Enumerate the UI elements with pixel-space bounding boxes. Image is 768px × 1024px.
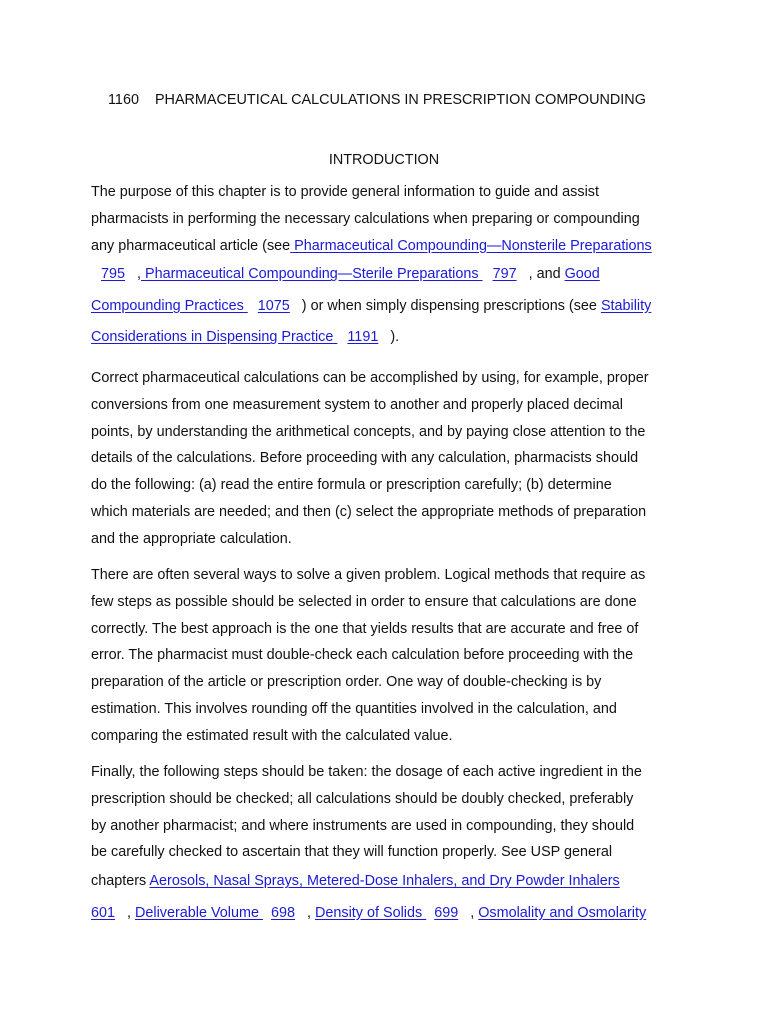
link-sterile-preparations[interactable]: Pharmaceutical Compounding—Sterile Preparations <box>141 266 483 283</box>
text-line: and the appropriate calculation. <box>91 530 292 547</box>
text-line: points, by understanding the arithmetical concepts, and by paying close attention to the <box>91 423 646 440</box>
text-span: , <box>133 266 142 283</box>
text-line: error. The pharmacist must double-check each calculation before proceeding with the <box>91 647 634 664</box>
text-line: correctly. The best approach is the one that yields results that are accurate and free of <box>91 620 639 637</box>
link-chapter-698[interactable]: 698 <box>271 904 296 921</box>
link-chapter-797[interactable]: 797 <box>492 266 517 283</box>
link-osmolality-osmolarity[interactable]: Osmolality and Osmolarity <box>478 904 647 921</box>
text-line: which materials are needed; and then (c) select the appropriate methods of preparation <box>91 503 647 520</box>
text-line <box>91 866 691 898</box>
text-line <box>91 898 691 930</box>
link-nonsterile-preparations[interactable]: Pharmaceutical Compounding—Nonsterile Preparations <box>290 237 652 254</box>
text-line: do the following: (a) read the entire formula or prescription carefully; (b) determine <box>91 477 612 494</box>
text-span: ) or when simply dispensing prescriptions (see <box>297 297 597 314</box>
link-deliverable-volume[interactable]: Deliverable Volume <box>135 904 263 921</box>
link-chapter-699[interactable]: 699 <box>434 904 459 921</box>
link-aerosols-inhalers[interactable]: Aerosols, Nasal Sprays, Metered-Dose Inhalers, and Dry Powder Inhalers <box>149 873 620 890</box>
text-line <box>91 291 691 323</box>
text-line: few steps as possible should be selected in order to ensure that calculations are done <box>91 593 637 610</box>
text-span: , <box>466 904 475 921</box>
text-span: chapters <box>91 873 147 890</box>
link-good-compounding-practices[interactable]: Good <box>564 266 600 283</box>
paragraph-several-ways <box>91 562 691 750</box>
chapter-title: PHARMACEUTICAL CALCULATIONS IN PRESCRIPTION COMPOUNDING <box>154 92 646 108</box>
text-line: conversions from one measurement system to another and properly placed decimal <box>91 396 623 413</box>
link-chapter-795[interactable]: 795 <box>101 266 126 283</box>
link-density-of-solids[interactable]: Density of Solids <box>315 904 427 921</box>
text-line: pharmacists in performing the necessary calculations when preparing or compounding <box>91 210 640 227</box>
text-line <box>91 233 691 260</box>
text-line: details of the calculations. Before proceeding with any calculation, pharmacists should <box>91 450 639 467</box>
text-line: The purpose of this chapter is to provide general information to guide and assist <box>91 184 599 200</box>
chapter-title-line <box>108 92 646 108</box>
text-line: There are often several ways to solve a given problem. Logical methods that require as <box>91 567 646 583</box>
text-line: comparing the estimated result with the calculated value. <box>91 727 453 744</box>
text-span: , and <box>524 266 561 283</box>
text-line <box>91 322 691 354</box>
paragraph-purpose <box>91 179 691 354</box>
text-span: , <box>123 904 132 921</box>
text-span: ). <box>386 329 400 346</box>
text-line: Finally, the following steps should be taken: the dosage of each active ingredient in the <box>91 764 642 780</box>
section-heading: INTRODUCTION <box>328 152 440 168</box>
text-line: Correct pharmaceutical calculations can be accomplished by using, for example, proper <box>91 370 649 386</box>
text-line <box>91 259 691 291</box>
paragraph-finally <box>91 759 691 929</box>
link-chapter-1191[interactable]: 1191 <box>347 329 379 346</box>
text-line: preparation of the article or prescription order. One way of double-checking is by <box>91 674 602 691</box>
link-chapter-1075[interactable]: 1075 <box>257 297 290 314</box>
text-line: be carefully checked to ascertain that they will function properly. See USP general <box>91 844 613 861</box>
link-stability-considerations[interactable]: Stability <box>600 297 652 314</box>
text-line: estimation. This involves rounding off the quantities involved in the calculation, and <box>91 700 617 717</box>
paragraph-correct-calculations <box>91 365 691 553</box>
text-line: prescription should be checked; all calculations should be doubly checked, preferably <box>91 790 634 807</box>
link-good-compounding-practices-cont[interactable]: Compounding Practices <box>91 297 248 314</box>
link-chapter-601[interactable]: 601 <box>91 904 116 921</box>
text-line: by another pharmacist; and where instruments are used in compounding, they should <box>91 817 635 834</box>
link-stability-considerations-cont[interactable]: Considerations in Dispensing Practice <box>91 329 338 346</box>
text-span: , <box>303 904 312 921</box>
chapter-number: 1160 <box>108 92 139 108</box>
text-span: any pharmaceutical article (see <box>91 237 291 254</box>
